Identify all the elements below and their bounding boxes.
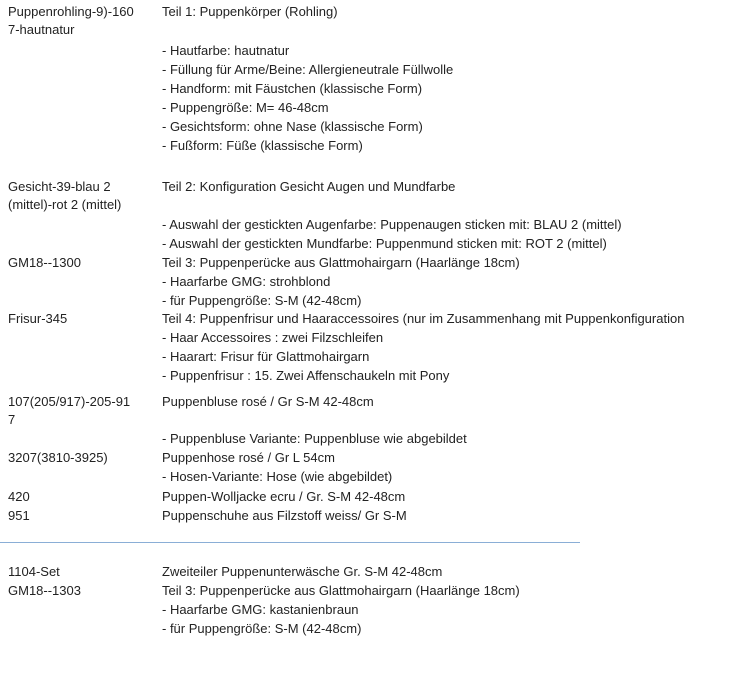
item-heading: Puppenbluse rosé / Gr S-M 42-48cm <box>162 394 374 409</box>
article-code: Frisur-345 <box>8 311 68 326</box>
item-attribute: - Haar Accessoires : zwei Filzschleifen <box>162 330 384 345</box>
article-code: GM18--1303 <box>8 583 81 598</box>
item-attribute: - Fußform: Füße (klassische Form) <box>162 138 363 153</box>
article-code: Gesicht-39-blau 2 <box>8 179 111 194</box>
item-attribute: - Puppenfrisur : 15. Zwei Affenschaukeln mit Pony <box>162 368 450 383</box>
item-attribute: - Hautfarbe: hautnatur <box>162 43 290 58</box>
article-code: 1104-Set <box>8 564 60 579</box>
article-code: 951 <box>8 508 30 523</box>
item-heading: Puppenschuhe aus Filzstoff weiss/ Gr S-M <box>162 508 407 523</box>
item-heading: Teil 3: Puppenperücke aus Glattmohairgarn (Haarlänge 18cm) <box>162 583 520 598</box>
item-heading: Teil 4: Puppenfrisur und Haaraccessoires (nur im Zusammenhang mit Puppenkonfiguration <box>162 311 685 326</box>
item-attribute: - Füllung für Arme/Beine: Allergieneutrale Füllwolle <box>162 62 454 77</box>
item-attribute: - Haarfarbe GMG: strohblond <box>162 274 331 289</box>
article-code: 7 <box>8 412 16 427</box>
article-code: Puppenrohling-9)-160 <box>8 4 134 19</box>
item-attribute: - Haarart: Frisur für Glattmohairgarn <box>162 349 370 364</box>
item-attribute: - Haarfarbe GMG: kastanienbraun <box>162 602 359 617</box>
article-code: 3207(3810-3925) <box>8 450 108 465</box>
item-heading: Teil 3: Puppenperücke aus Glattmohairgarn (Haarlänge 18cm) <box>162 255 520 270</box>
item-attribute: - Handform: mit Fäustchen (klassische Form) <box>162 81 423 96</box>
section-divider <box>0 542 580 543</box>
article-code: 7-hautnatur <box>8 22 75 37</box>
item-attribute: - Puppengröße: M= 46-48cm <box>162 100 329 115</box>
item-attribute: - Puppenbluse Variante: Puppenbluse wie abgebildet <box>162 431 467 446</box>
item-attribute: - Auswahl der gestickten Augenfarbe: Puppenaugen sticken mit: BLAU 2 (mittel) <box>162 217 622 232</box>
item-heading: Teil 2: Konfiguration Gesicht Augen und Mundfarbe <box>162 179 456 194</box>
article-code: 107(205/917)-205-91 <box>8 394 131 409</box>
article-code: GM18--1300 <box>8 255 81 270</box>
article-code: (mittel)-rot 2 (mittel) <box>8 197 122 212</box>
article-code: 420 <box>8 489 30 504</box>
item-heading: Puppen-Wolljacke ecru / Gr. S-M 42-48cm <box>162 489 406 504</box>
item-heading: Teil 1: Puppenkörper (Rohling) <box>162 4 338 19</box>
item-attribute: - für Puppengröße: S-M (42-48cm) <box>162 621 362 636</box>
item-attribute: - Auswahl der gestickten Mundfarbe: Puppenmund sticken mit: ROT 2 (mittel) <box>162 236 607 251</box>
item-heading: Zweiteiler Puppenunterwäsche Gr. S-M 42-48cm <box>162 564 443 579</box>
item-attribute: - Gesichtsform: ohne Nase (klassische Form) <box>162 119 423 134</box>
item-heading: Puppenhose rosé / Gr L 54cm <box>162 450 335 465</box>
item-attribute: - Hosen-Variante: Hose (wie abgebildet) <box>162 469 393 484</box>
item-attribute: - für Puppengröße: S-M (42-48cm) <box>162 293 362 308</box>
